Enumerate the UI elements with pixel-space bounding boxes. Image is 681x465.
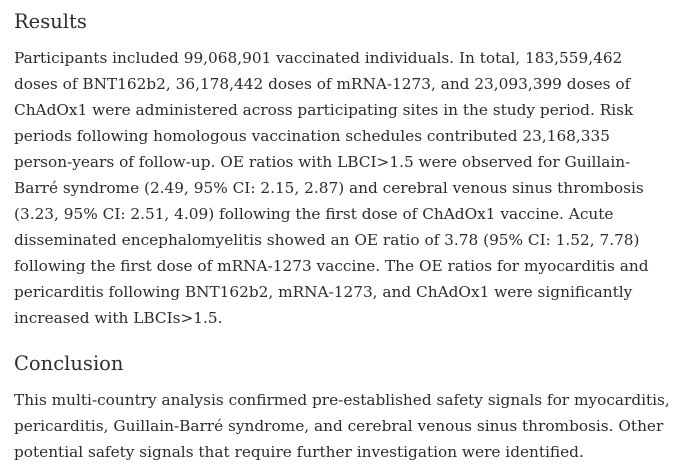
conclusion-heading: Conclusion <box>14 352 124 375</box>
abstract-document <box>14 8 670 465</box>
results-paragraph: Participants included 99,068,901 vaccinated individuals. In total, 183,559,462 doses of BNT162b2, 36,178,442 doses of mRNA-1273, and 23,093,399 doses of ChAdOx1 were administered across participating sites in the study period. Risk periods following homologous vaccination schedules contributed 23,168,335 person-years of follow-up. OE ratios with LBCI>1.5 were observed for Guillain-Barré syndrome (2.49, 95% CI: 2.15, 2.87) and cerebral venous sinus thrombosis (3.23, 95% CI: 2.51, 4.09) following the first dose of ChAdOx1 vaccine. Acute disseminated encephalomyelitis showed an OE ratio of 3.78 (95% CI: 1.52, 7.78) following the first dose of mRNA-1273 vaccine. The OE ratios for myocarditis and pericarditis following BNT162b2, mRNA-1273, and ChAdOx1 were significantly increased with LBCIs>1.5. <box>14 49 649 327</box>
conclusion-section <box>14 350 670 465</box>
conclusion-paragraph: This multi-country analysis confirmed pre-established safety signals for myocarditis, pericarditis, Guillain-Barré syndrome, and cerebral venous sinus thrombosis. Other potential safety signals that require further investigation were identified. <box>14 391 670 461</box>
results-section <box>14 8 670 331</box>
results-heading: Results <box>14 10 87 33</box>
